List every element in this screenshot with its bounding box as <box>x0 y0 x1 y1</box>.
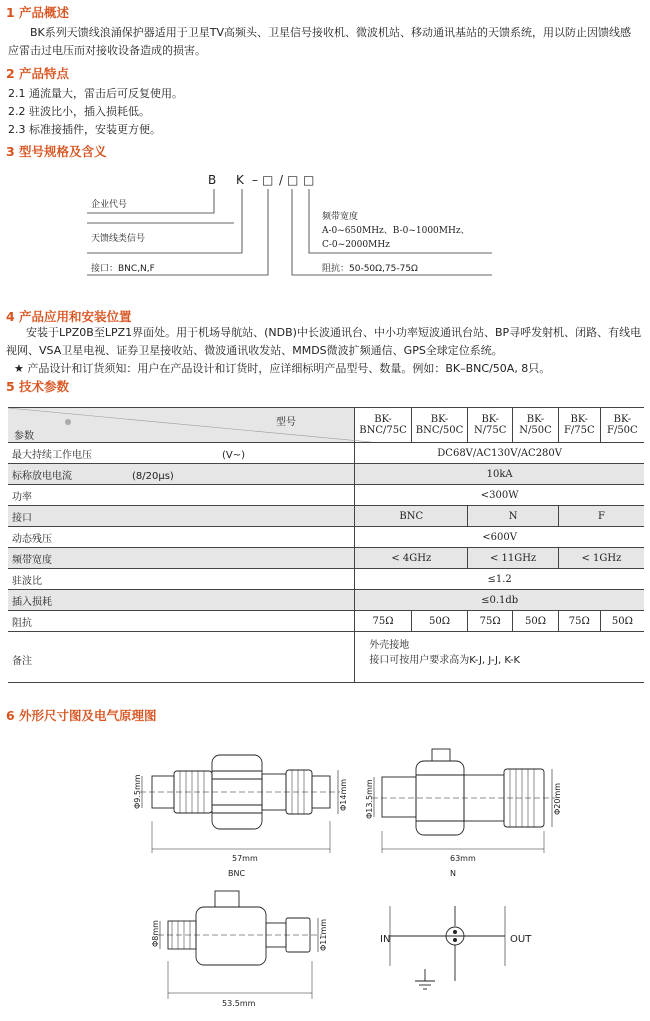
gas-discharge-dot <box>453 930 457 934</box>
bnc-label: BNC <box>228 869 246 878</box>
f-d1: Φ8mm <box>151 920 160 947</box>
section-3-title: 3 型号规格及含义 <box>6 144 107 159</box>
model-code-diagram <box>0 165 650 305</box>
feature-item: 2.2 驻波比小，插入损耗低。 <box>8 105 150 118</box>
label-interface: 接口：BNC,N,F <box>91 264 155 274</box>
order-note-text: 产品设计和订货须知：用户在产品设计和订货时，应详细标明产品型号、数量。例如：BK–BNC/50A, 8只。 <box>27 362 551 375</box>
section-4-text: 安装于LPZ0B至LPZ1界面处。用于机场导航站、(NDB)中长波通讯台、中小功率短波通讯台站、BP寻呼发射机、闭路、有线电视网、VSA卫星电视、证券卫星接收站、微波通讯收发站、MMDS微波扩频通信、GPS全球定位系统。 <box>6 326 642 357</box>
section-1-text: BK系列天馈线浪涌保护器适用于卫星TV高频头、卫星信号接收机、微波机站、移动通讯基站的天馈系统，用以防止因馈线感应雷击过电压而对接收设备造成的损害。 <box>8 26 631 57</box>
table-row: 接口 BNC N F <box>8 506 644 527</box>
param-header: 参数 <box>14 431 34 442</box>
section-1-title: 1 产品概述 <box>6 5 70 20</box>
model-col-6: BK- F/50C <box>600 408 644 443</box>
f-d2: Φ11mm <box>319 918 328 951</box>
gas-discharge-dot <box>453 938 457 942</box>
bnc-d2: Φ14mm <box>339 778 348 811</box>
feature-item: 2.1 通流量大，雷击后可反复使用。 <box>8 87 183 100</box>
table-row: 标称放电电流 (8/20μs) 10kA <box>8 464 644 485</box>
n-d2: Φ20mm <box>553 782 562 815</box>
table-row: 备注 外壳接地 接口可按用户要求高为K-J, J-J, K-K <box>8 632 644 683</box>
n-d1: Φ13.5mm <box>365 779 374 819</box>
code-box-1: □ <box>262 173 274 187</box>
table-row: 动态残压 <600V <box>8 527 644 548</box>
order-note <box>14 360 550 378</box>
table-row: 插入损耗 ≤0.1db <box>8 590 644 611</box>
section-2-title: 2 产品特点 <box>6 66 70 81</box>
feature-item: 2.3 标准接插件，安装更方便。 <box>8 123 161 136</box>
model-col-5: BK- F/75C <box>558 408 600 443</box>
code-b: B <box>208 173 217 187</box>
table-row: 驻波比 ≤1.2 <box>8 569 644 590</box>
dimension-drawings <box>0 731 650 1021</box>
f-drawing <box>158 891 322 999</box>
param-model-cell <box>8 408 355 443</box>
code-box-2: □ <box>287 173 299 187</box>
model-col-4: BK- N/50C <box>513 408 559 443</box>
label-band-c: C-0~2000MHz <box>322 240 390 250</box>
code-slash: / <box>279 173 284 187</box>
bnc-d1: Φ9.5mm <box>133 774 142 809</box>
section-5-title: 5 技术参数 <box>6 379 70 394</box>
star-icon: ★ <box>14 362 24 375</box>
section-4-title: 4 产品应用和安装位置 <box>6 309 132 324</box>
code-k: K <box>236 173 244 187</box>
model-col-2: BK- BNC/50C <box>411 408 468 443</box>
section-6-title: 6 外形尺寸图及电气原理图 <box>6 708 157 723</box>
table-row: 功率 <300W <box>8 485 644 506</box>
label-category: 天馈线类信号 <box>91 234 146 244</box>
table-row: 最大持续工作电压 (V~) DC68V/AC130V/AC280V <box>8 443 644 464</box>
label-band-a: A-0~650MHz、B-0~1000MHz、 <box>322 226 470 236</box>
f-length: 53.5mm <box>222 999 256 1008</box>
model-col-3: BK- N/75C <box>468 408 513 443</box>
table-row: 阻抗 75Ω 50Ω 75Ω 50Ω 75Ω 50Ω <box>8 611 644 632</box>
bnc-length: 57mm <box>232 854 258 863</box>
table-header-row <box>8 408 644 443</box>
label-company: 企业代号 <box>91 200 128 210</box>
n-label: N <box>450 869 456 878</box>
n-drawing <box>372 749 555 853</box>
circuit-diagram <box>390 906 505 989</box>
code-box-3: □ <box>303 173 315 187</box>
table-row: 频带宽度 < 4GHz < 11GHz < 1GHz <box>8 548 644 569</box>
bnc-drawing <box>140 755 340 853</box>
circuit-in: IN <box>380 934 391 945</box>
model-header: 型号 <box>276 417 296 428</box>
model-col-1: BK- BNC/75C <box>355 408 412 443</box>
n-length: 63mm <box>450 854 476 863</box>
spec-table <box>8 407 644 683</box>
code-dash: – <box>252 173 258 187</box>
label-band-title: 频带宽度 <box>322 212 359 222</box>
label-impedance: 阻抗：50-50Ω,75-75Ω <box>322 264 418 274</box>
circuit-out: OUT <box>510 934 532 945</box>
